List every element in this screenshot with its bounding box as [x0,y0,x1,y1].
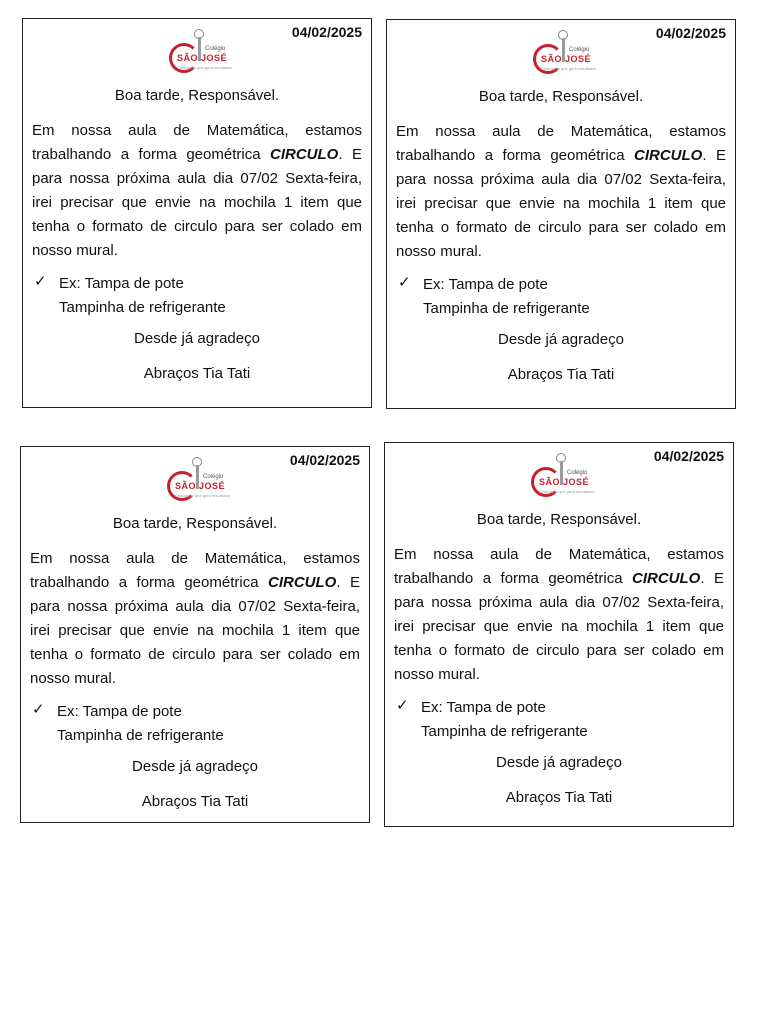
logo-small-text: Colégio [569,47,590,53]
signature: Abraços Tia Tati [141,793,249,810]
checkmark-icon: ✓ [32,701,45,718]
example-item: Ex: Tampa de pote [59,275,184,292]
note-date: 04/02/2025 [655,25,726,41]
logo-tagline: Dedicação que gera resultados [175,493,231,498]
logo-tagline: Dedicação que gera resultados [177,65,233,70]
note-card [384,442,734,827]
example-item: Tampinha de refrigerante [421,723,588,740]
example-list [32,272,362,320]
checkmark-icon: ✓ [398,274,411,291]
note-date: 04/02/2025 [289,452,360,468]
signature: Abraços Tia Tati [143,365,251,382]
logo-brand-text: SÃO JOSÉ [541,54,592,64]
example-list [396,273,726,321]
message-text: Em nossa aula de Matemática, estamos trabalhando a forma geométrica [30,550,360,591]
keyword-circulo: CIRCULO [634,147,703,164]
checkmark-icon: ✓ [396,697,409,714]
message-text-continued: . E para nossa próxima aula dia 07/02 Sexta-feira, irei precisar que envie na mochila 1 item que tenha o formato de circulo para ser colado em nosso mural. [30,574,360,687]
message-text-continued: . E para nossa próxima aula dia 07/02 Sexta-feira, irei precisar que envie na mochila 1 item que tenha o formato de circulo para ser colado em nosso mural. [32,146,362,259]
example-item: Tampinha de refrigerante [57,727,224,744]
message-text-continued: . E para nossa próxima aula dia 07/02 Sexta-feira, irei precisar que envie na mochila 1 item que tenha o formato de circulo para ser colado em nosso mural. [394,570,724,683]
signature: Abraços Tia Tati [507,366,615,383]
thanks-line: Desde já agradeço [496,754,622,771]
example-list [394,696,724,744]
message-paragraph [394,543,724,687]
message-text: Em nossa aula de Matemática, estamos trabalhando a forma geométrica [32,122,362,163]
school-logo-icon [531,30,597,76]
logo-small-text: Colégio [567,470,588,476]
example-item: Ex: Tampa de pote [57,703,182,720]
example-item: Tampinha de refrigerante [423,300,590,317]
thanks-line: Desde já agradeço [498,331,624,348]
logo-small-text: Colégio [205,46,226,52]
note-date: 04/02/2025 [291,24,362,40]
greeting: Boa tarde, Responsável. [112,515,278,532]
logo-brand-text: SÃO JOSÉ [175,481,226,491]
note-card [20,446,370,823]
message-paragraph [32,119,362,263]
greeting: Boa tarde, Responsável. [478,88,644,105]
signature: Abraços Tia Tati [505,789,613,806]
school-logo-icon [165,457,231,503]
checkmark-icon: ✓ [34,273,47,290]
keyword-circulo: CIRCULO [268,574,337,591]
greeting: Boa tarde, Responsável. [114,87,280,104]
logo-brand-text: SÃO JOSÉ [539,477,590,487]
message-text: Em nossa aula de Matemática, estamos trabalhando a forma geométrica [394,546,724,587]
message-paragraph [30,547,360,691]
example-item: Ex: Tampa de pote [421,699,546,716]
note-card [22,18,372,408]
message-text-continued: . E para nossa próxima aula dia 07/02 Sexta-feira, irei precisar que envie na mochila 1 item que tenha o formato de circulo para ser colado em nosso mural. [396,147,726,260]
keyword-circulo: CIRCULO [632,570,701,587]
note-card [386,19,736,409]
school-logo-icon [529,453,595,499]
logo-tagline: Dedicação que gera resultados [541,66,597,71]
logo-tagline: Dedicação que gera resultados [539,489,595,494]
example-item: Ex: Tampa de pote [423,276,548,293]
logo-brand-text: SÃO JOSÉ [177,53,228,63]
example-list [30,700,360,748]
thanks-line: Desde já agradeço [132,758,258,775]
message-text: Em nossa aula de Matemática, estamos trabalhando a forma geométrica [396,123,726,164]
logo-small-text: Colégio [203,474,224,480]
school-logo-icon [167,29,233,75]
keyword-circulo: CIRCULO [270,146,339,163]
thanks-line: Desde já agradeço [134,330,260,347]
example-item: Tampinha de refrigerante [59,299,226,316]
message-paragraph [396,120,726,264]
note-date: 04/02/2025 [653,448,724,464]
greeting: Boa tarde, Responsável. [476,511,642,528]
